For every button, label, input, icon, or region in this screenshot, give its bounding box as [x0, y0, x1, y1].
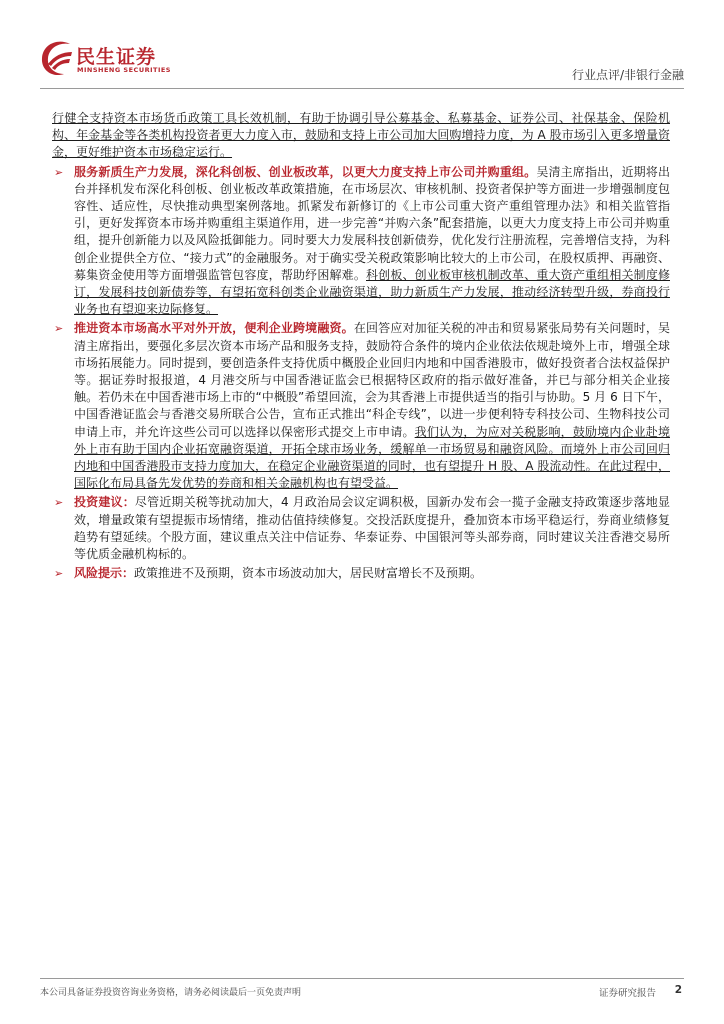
brand-name-cn: 民生证券	[76, 46, 157, 68]
arrow-bullet-icon: ➢	[54, 165, 64, 179]
arrow-bullet-icon: ➢	[54, 567, 64, 581]
bullet-heading: 风险提示：	[74, 566, 135, 581]
bullet-text: 政策推进不及预期，资本市场波动加大，居民财富增长不及预期。	[134, 566, 483, 581]
bullet-text: 尽管近期关税等扰动加大，4 月政治局会议定调积极，国新办发布会一揽子金融支持政策逐步落地显效，增量政策有望提振市场情绪，推动估值持续修复。交投活跃度提升，叠加资本市场平稳运行，券商业绩修复趋势有望延续。个股方面，建议重点关注中信证券、华泰证券、中国银河等头部券商，同时建议关注香港交易所等优质金融机构标的。	[74, 495, 670, 562]
bullet-conclusion: 科创板、创业板审核机制改革、重大资产重组相关制度修订，发展科技创新债券等，有望拓宽科创类企业融资渠道，助力新质生产力发展，推动经济转型升级，券商投行业务也有望迎来边际修复。	[74, 267, 670, 317]
intro-paragraph: 行健全支持资本市场货币政策工具长效机制，有助于协调引导公募基金、私募基金、证券公司、社保基金、保险机构、年金基金等各类机构投资者更大力度入市，鼓励和支持上市公司加大回购增持力度，为 A 股市场引入更多增量资金，更好维护资本市场稳定运行。	[52, 111, 670, 160]
bullet-conclusion: 我们认为，为应对关税影响，鼓励境内企业赴境外上市有助于国内企业拓宽融资渠道，开拓全球市场业务，缓解单一市场贸易和融资风险。而境外上市公司回归内地和中国香港股市支持力度加大，在稳定企业融资渠道的同时，也有望提升 H 股、A 股流动性。在此过程中，国际化布局具备先发优势的券商和相关金融机构也有望受益。	[74, 424, 670, 491]
page-header	[40, 30, 684, 88]
footer-report-type: 证券研究报告	[598, 988, 656, 999]
arrow-bullet-icon: ➢	[54, 322, 64, 336]
brand-name-en: MINSHENG SECURITIES	[77, 66, 171, 74]
bullet-text: 吴清主席指出，近期将出台并择机发布深化科创板、创业板改革政策措施，在市场层次、审核机制、投资者保护等方面进一步增强制度包容性、适应性，尽快推动典型案例落地。抓紧发布新修订的《上市公司重大资产重组管理办法》和相关监管指引，更好发挥资本市场并购重组主渠道作用，进一步完善“并购六条”配套措施，以更大力度支持上市公司并购重组，提升创新能力以及风险抵御能力。同时要大力发展科技创新债券，优化发行注册流程，完善增信支持，为科创企业提供全方位、“接力式”的金融服务。对于确实受关税政策影响比较大的上市公司，在股权质押、再融资、募集资金使用等方面增强监管包容度，帮助纾困解难。	[74, 164, 670, 282]
bullet-investment-advice	[52, 494, 670, 563]
report-body	[52, 110, 670, 582]
header-divider	[40, 88, 684, 89]
bullet-innovation	[52, 164, 670, 319]
arrow-bullet-icon: ➢	[54, 496, 64, 510]
bullet-opening-up	[52, 320, 670, 492]
bullet-heading: 服务新质生产力发展，深化科创板、创业板改革，以更大力度支持上市公司并购重组。	[74, 164, 537, 179]
footer-disclaimer: 本公司具备证券投资咨询业务资格，请务必阅读最后一页免责声明	[40, 988, 302, 998]
bullet-heading: 投资建议：	[74, 495, 135, 510]
report-category: 行业点评/非银行金融	[571, 68, 684, 82]
bullet-heading: 推进资本市场高水平对外开放，便利企业跨境融资。	[74, 321, 354, 336]
bullet-risk-warning	[52, 565, 670, 582]
bullet-text: 在回答应对加征关税的冲击和贸易紧张局势有关问题时，吴清主席指出，要强化多层次资本市场产品和服务支持，鼓励符合条件的境内企业依法依规赴境外上市，增强全球市场拓展能力。同时提到，要创造条件支持优质中概股企业回归内地和中国香港股市，做好投资者合法权益保护等。据证券时报报道，4 月港交所与中国香港证监会已根据特区政府的指示做好准备，并已与部分相关企业接触。若仍未在中国香港市场上市的“中概股”希望回流，会为其香港上市提供适当的指引与协助。5 月 6 日下午，中国香港证监会与香港交易所联合公告，宣布正式推出“科企专线”，以进一步便利特专科技公司、生物科技公司申请上市，并允许这些公司可以选择以保密形式提交上市申请。	[74, 321, 670, 439]
footer-divider	[40, 978, 684, 979]
brand-mark-icon	[40, 38, 74, 78]
page-number: 2	[674, 984, 682, 996]
